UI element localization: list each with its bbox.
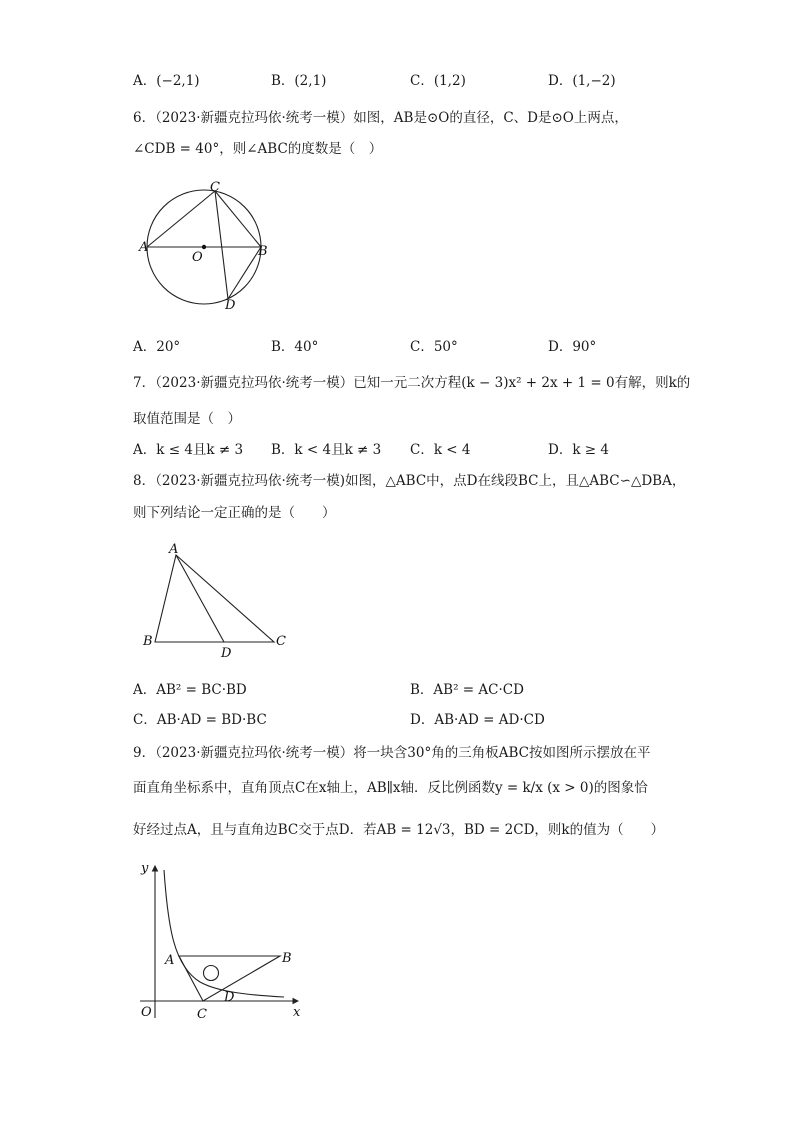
q8-stem-line2: 则下列结论一定正确的是（ ）: [133, 505, 336, 521]
q6-center-point: [202, 245, 206, 249]
q6-label-c: C: [210, 180, 220, 195]
q8-triangle-abc: [155, 555, 274, 642]
q7-option-d: D．k ≥ 4: [548, 442, 609, 458]
q9-label-o: O: [141, 1005, 152, 1020]
q8-label-a: A: [169, 542, 179, 557]
q8-option-d: D．AB·AD = AD·CD: [410, 712, 545, 728]
q6-chord-ac: [147, 191, 215, 247]
q6-label-b: B: [258, 244, 268, 259]
q8-option-c: C．AB·AD = BD·BC: [133, 712, 267, 728]
q9-coordinate-figure: [138, 858, 313, 1023]
q7-option-c: C．k < 4: [410, 442, 471, 458]
q6-option-b: B．40°: [271, 339, 319, 355]
q9-label-b: B: [282, 951, 292, 966]
q9-label-x: x: [293, 1005, 301, 1020]
q7-stem-line2: 取值范围是（ ）: [133, 411, 241, 427]
q7-stem-line1: 7．（2023·新疆克拉玛依·统考一模）已知一元二次方程(k − 3)x² + 2x + 1 = 0有解，则k的: [133, 375, 691, 391]
q6-label-d: D: [225, 298, 236, 313]
q9-label-d: D: [224, 990, 235, 1005]
q8-option-b: B．AB² = AC·CD: [410, 682, 524, 698]
q9-label-a: A: [165, 953, 175, 968]
q6-label-a: A: [139, 240, 149, 255]
q9-small-circle: [204, 966, 219, 981]
q8-label-c: C: [276, 634, 286, 649]
q5-option-d: D．(1,−2): [548, 73, 616, 89]
q6-circle-figure: [136, 180, 276, 315]
q8-label-d: D: [221, 646, 232, 661]
q8-label-b: B: [143, 634, 153, 649]
q9-stem-line3: 好经过点A，且与直角边BC交于点D．若AB = 12√3，BD = 2CD，则k的值为（ ）: [133, 822, 665, 838]
q6-option-c: C．50°: [410, 339, 458, 355]
q9-stem-line2: 面直角坐标系中，直角顶点C在x轴上，AB∥x轴．反比例函数y = k/x (x > 0)的图象恰: [133, 780, 648, 796]
q8-option-a: A．AB² = BC·BD: [133, 682, 247, 698]
q9-hyperbola-curve: [164, 870, 284, 997]
q7-option-a: A．k ≤ 4且k ≠ 3: [133, 442, 244, 458]
q8-stem-line1: 8．（2023·新疆克拉玛依·统考一模)如图，△ABC中，点D在线段BC上，且△ABC∽△DBA，: [133, 473, 686, 489]
q6-chord-cd: [215, 191, 228, 299]
q9-label-c: C: [197, 1007, 207, 1022]
q6-label-o: O: [192, 250, 203, 265]
q7-option-b: B．k < 4且k ≠ 3: [271, 442, 382, 458]
q5-option-a: A．(−2,1): [133, 73, 200, 89]
q6-stem-line2: ∠CDB = 40°，则∠ABC的度数是（ ）: [133, 141, 383, 157]
q5-option-c: C．(1,2): [410, 73, 466, 89]
q8-triangle-figure: [138, 538, 298, 663]
q6-option-a: A．20°: [133, 339, 181, 355]
q6-option-d: D．90°: [548, 339, 597, 355]
q5-option-b: B．(2,1): [271, 73, 327, 89]
q9-label-y: y: [141, 861, 149, 876]
q9-stem-line1: 9．（2023·新疆克拉玛依·统考一模）将一块含30°角的三角板ABC按如图所示摆放在平: [133, 745, 651, 761]
q6-stem-line1: 6．（2023·新疆克拉玛依·统考一模）如图，AB是⊙O的直径，C、D是⊙O上两点，: [133, 110, 628, 126]
q8-segment-ad: [176, 555, 224, 642]
q6-chord-db: [228, 247, 261, 299]
